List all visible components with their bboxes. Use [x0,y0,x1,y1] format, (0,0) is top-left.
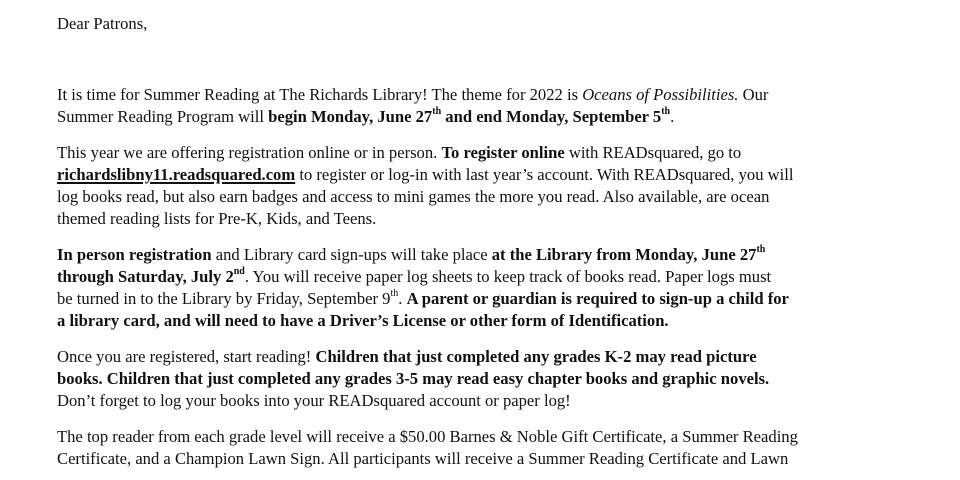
paragraph-4-line-2: books. Children that just completed any grades 3-5 may read easy chapter books and graphic novels. [57,369,770,388]
theme-title: Oceans of Possibilities. [582,85,739,104]
paragraph-1-line-1: It is time for Summer Reading at The Richards Library! The theme for 2022 is Oceans of Possibilities. Our [57,85,769,104]
paragraph-3-line-4: a library card, and will need to have a Driver’s License or other form of Identification. [57,311,669,330]
salutation: Dear Patrons, [57,14,148,33]
paragraph-2-line-3: log books read, but also earn badges and access to mini games the more you read. Also available, are ocean [57,187,770,206]
paragraph-4-line-1: Once you are registered, start reading! Children that just completed any grades K-2 may read picture [57,347,757,366]
paragraph-2-line-1: This year we are offering registration online or in person. To register online with READsquared, go to [57,143,742,162]
paragraph-3-line-3: be turned in to the Library by Friday, September 9th. A parent or guardian is required to sign-up a child for [57,288,789,308]
paragraph-2-line-4: themed reading lists for Pre-K, Kids, and Teens. [57,209,377,228]
paragraph-5-line-1: The top reader from each grade level will receive a $50.00 Barnes & Noble Gift Certificate, a Summer Reading [57,427,798,446]
paragraph-4-line-3: Don’t forget to log your books into your READsquared account or paper log! [57,391,571,410]
readsquared-link[interactable]: richardslibny11.readsquared.com [57,165,296,184]
paragraph-3-line-1: In person registration and Library card sign-ups will take place at the Library from Monday, June 27th [57,244,766,264]
paragraph-3-line-2: through Saturday, July 2nd. You will receive paper log sheets to keep track of books read. Paper logs must [57,266,772,286]
paragraph-5-line-2: Certificate, and a Champion Lawn Sign. All participants will receive a Summer Reading Certificate and Lawn [57,449,789,468]
paragraph-2-line-2: richardslibny11.readsquared.com to register or log-in with last year’s account. With READsquared, you will [57,165,794,184]
paragraph-1-line-2: Summer Reading Program will begin Monday, June 27th and end Monday, September 5th. [57,106,675,126]
